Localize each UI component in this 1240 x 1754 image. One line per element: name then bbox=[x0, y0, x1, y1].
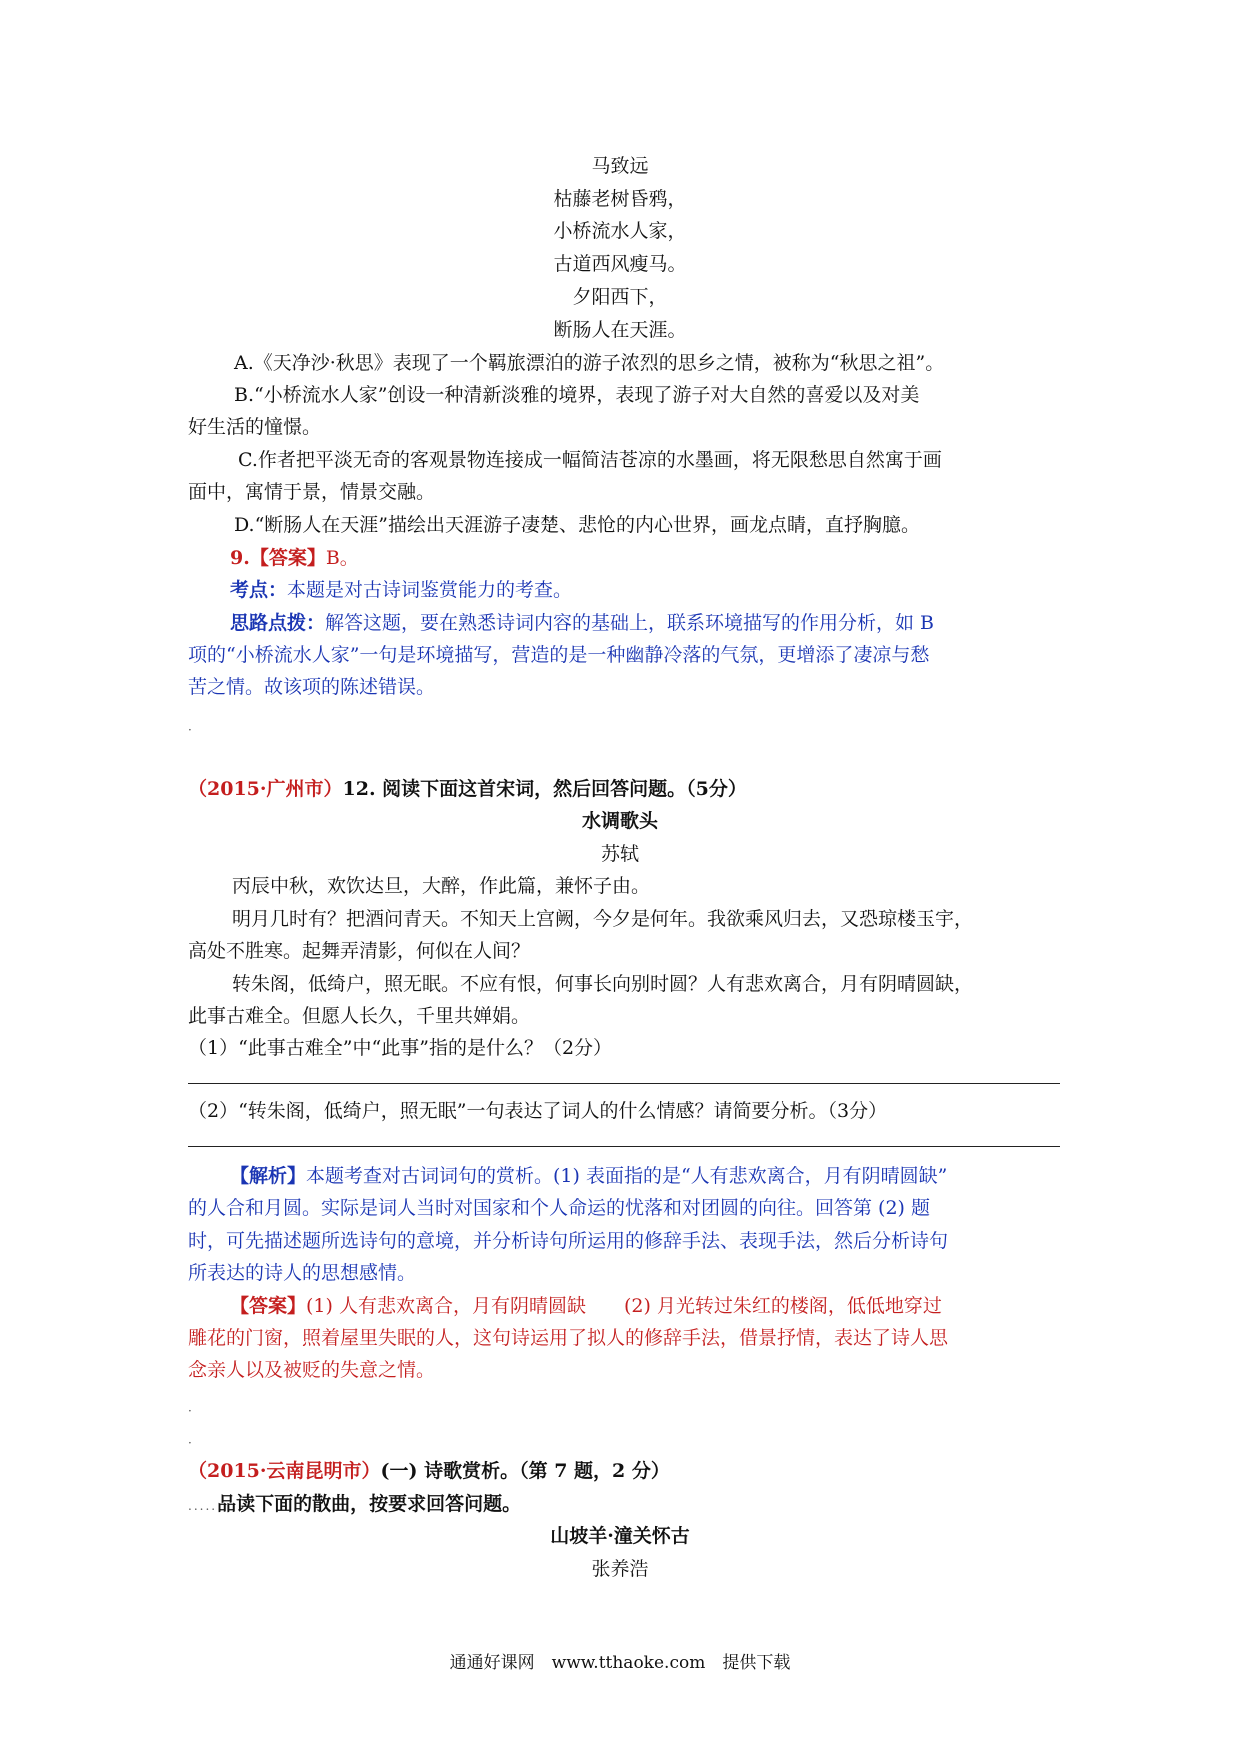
leader-dots: ..... bbox=[188, 1499, 218, 1513]
answer-line-1 bbox=[188, 1083, 1060, 1084]
q12-answer-line-1 bbox=[230, 1293, 942, 1319]
q12-jiexi-line-4: 所表达的诗人的思想感情。 bbox=[188, 1262, 417, 1284]
q12-answer-label: 【答案】 bbox=[230, 1295, 307, 1317]
stray-mark-2: · bbox=[188, 1404, 192, 1418]
option-a: A.《天净沙·秋思》表现了一个羁旅漂泊的游子浓烈的思乡之情，被称为“秋思之祖”。 bbox=[234, 352, 945, 374]
q9-silu-line-1 bbox=[230, 610, 934, 636]
q7-heading bbox=[188, 1458, 670, 1484]
q9-kaodian bbox=[230, 577, 572, 603]
q12-stanza2-line-1: 转朱阁，低绮户，照无眠。不应有恨，何事长向别时圆？人有悲欢离合，月有阴晴圆缺， bbox=[232, 973, 974, 995]
kaodian-label: 考点： bbox=[230, 579, 288, 601]
q12-heading bbox=[188, 776, 747, 802]
q9-answer-value: B。 bbox=[325, 547, 359, 569]
q12-poem-author: 苏轼 bbox=[600, 843, 639, 865]
option-b-line-2: 好生活的憧憬。 bbox=[188, 416, 322, 438]
q12-sub-question-1: （1）“此事古难全”中“此事”指的是什么？（2分） bbox=[188, 1037, 613, 1059]
q7-title: 山坡羊·潼关怀古 bbox=[550, 1525, 690, 1547]
q7-source: （2015·云南昆明市） bbox=[188, 1460, 381, 1482]
q12-preface: 丙辰中秋，欢饮达旦，大醉，作此篇，兼怀子由。 bbox=[232, 875, 651, 897]
page-footer: 通通好课网 www.tthaoke.com 提供下载 bbox=[449, 1653, 791, 1673]
q7-heading-text: (一) 诗歌赏析。（第 7 题，2 分） bbox=[380, 1460, 670, 1482]
stray-mark-3: · bbox=[188, 1436, 192, 1450]
poem-line-2: 小桥流水人家， bbox=[553, 220, 687, 242]
q12-answer-line-3: 念亲人以及被贬的失意之情。 bbox=[188, 1359, 436, 1381]
q7-author: 张养浩 bbox=[591, 1558, 649, 1580]
jiexi-label: 【解析】 bbox=[230, 1165, 307, 1187]
q12-answer-line-2: 雕花的门窗，照着屋里失眠的人，这句诗运用了拟人的修辞手法，借景抒情，表达了诗人思 bbox=[188, 1327, 949, 1349]
jiexi-text-1: 本题考查对古词词句的赏析。(1) 表面指的是“人有悲欢离合，月有阴晴圆缺” bbox=[306, 1165, 948, 1187]
option-b-line-1: B.“小桥流水人家”创设一种清新淡雅的境界，表现了游子对大自然的喜爱以及对美 bbox=[234, 384, 920, 406]
poem-line-3: 古道西风瘦马。 bbox=[553, 253, 687, 275]
q12-poem-title: 水调歌头 bbox=[581, 810, 658, 832]
q9-answer bbox=[230, 545, 359, 571]
option-c-line-2: 面中，寓情于景，情景交融。 bbox=[188, 481, 436, 503]
poem-author: 马致远 bbox=[591, 155, 649, 177]
q12-answer-text-1: (1) 人有悲欢离合，月有阴晴圆缺 (2) 月光转过朱红的楼阁，低低地穿过 bbox=[306, 1295, 942, 1317]
option-d: D.“断肠人在天涯”描绘出天涯游子凄楚、悲怆的内心世界，画龙点睛，直抒胸臆。 bbox=[234, 514, 921, 536]
q7-instruction-line bbox=[188, 1491, 521, 1519]
q12-sub-question-2: （2）“转朱阁，低绮户，照无眠”一句表达了词人的什么情感？请简要分析。（3分） bbox=[188, 1100, 888, 1122]
answer-line-2 bbox=[188, 1146, 1060, 1147]
stray-mark: · bbox=[188, 723, 192, 737]
q12-stanza1-line-1: 明月几时有？把酒问青天。不知天上宫阙，今夕是何年。我欲乘风归去，又恐琼楼玉宇， bbox=[232, 908, 974, 930]
q12-jiexi-line-2: 的人合和月圆。实际是词人当时对国家和个人命运的忧落和对团圆的向往。回答第 (2) 题 bbox=[188, 1197, 930, 1219]
silu-label: 思路点拨： bbox=[230, 612, 326, 634]
poem-line-5: 断肠人在天涯。 bbox=[553, 319, 687, 341]
option-c-line-1: C.作者把平淡无奇的客观景物连接成一幅简洁苍凉的水墨画，将无限愁思自然寓于画 bbox=[238, 449, 942, 471]
q12-heading-text: 12. 阅读下面这首宋词，然后回答问题。（5分） bbox=[342, 778, 747, 800]
q12-source: （2015·广州市） bbox=[188, 778, 343, 800]
q9-silu-line-3: 苦之情。故该项的陈述错误。 bbox=[188, 676, 436, 698]
poem-line-4: 夕阳西下， bbox=[572, 286, 668, 308]
poem-line-1: 枯藤老树昏鸦， bbox=[553, 188, 687, 210]
q12-stanza1-line-2: 高处不胜寒。起舞弄清影，何似在人间？ bbox=[188, 940, 531, 962]
kaodian-text: 本题是对古诗词鉴赏能力的考查。 bbox=[287, 579, 573, 601]
q9-silu-line-2: 项的“小桥流水人家”一句是环境描写，营造的是一种幽静冷落的气氛，更增添了凄凉与愁 bbox=[188, 644, 930, 666]
q9-answer-label: 9.【答案】 bbox=[230, 547, 326, 569]
q12-jiexi-line-1 bbox=[230, 1163, 947, 1189]
silu-text-1: 解答这题，要在熟悉诗词内容的基础上，联系环境描写的作用分析，如 B bbox=[325, 612, 935, 634]
q12-jiexi-line-3: 时，可先描述题所选诗句的意境，并分析诗句所运用的修辞手法、表现手法，然后分析诗句 bbox=[188, 1230, 949, 1252]
q12-stanza2-line-2: 此事古难全。但愿人长久，千里共婵娟。 bbox=[188, 1005, 531, 1027]
q7-instruction: 品读下面的散曲，按要求回答问题。 bbox=[217, 1493, 522, 1515]
